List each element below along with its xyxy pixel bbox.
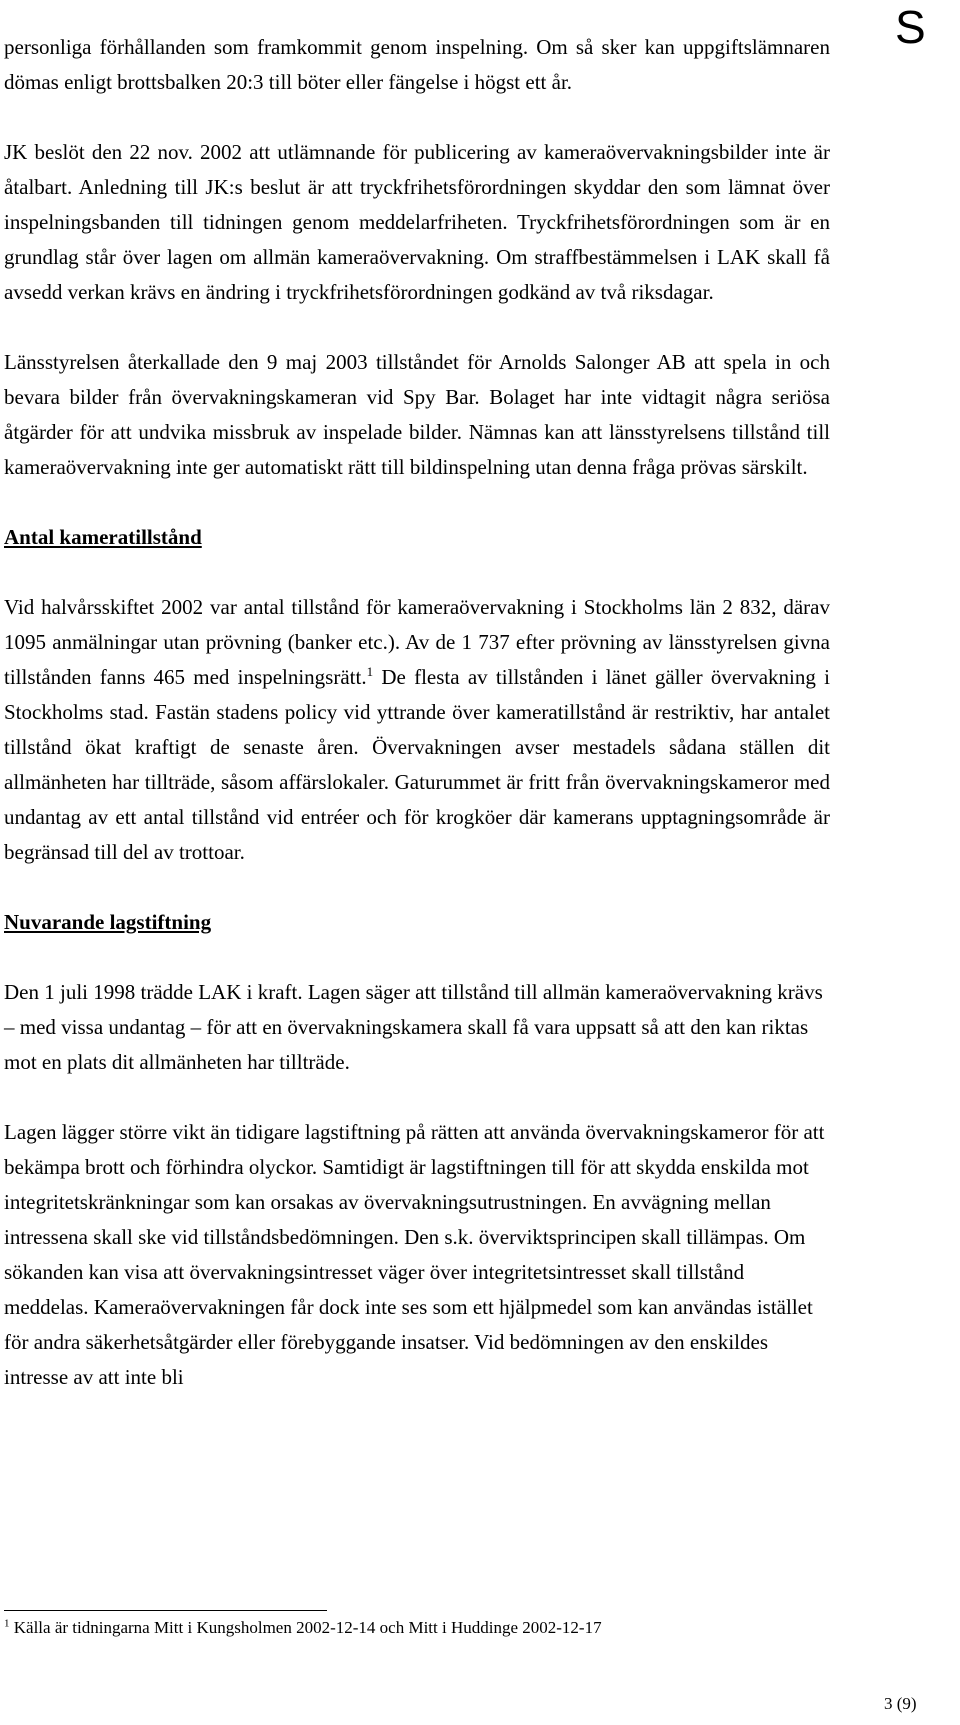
footnote-reference: 1: [366, 664, 374, 679]
paragraph-lak-in-force: Den 1 juli 1998 trädde LAK i kraft. Lagen säger att tillstånd till allmän kameraövervakning krävs – med vissa undantag – för att en övervakningskamera skall få vara uppsatt så att den kan riktas mot en plats dit allmänheten har tillträde.: [4, 980, 823, 1074]
logo-letter: S: [895, 1, 926, 53]
paragraph-law-emphasis: Lagen lägger större vikt än tidigare lagstiftning på rätten att använda övervakningskameror för att bekämpa brott och förhindra olyckor. Samtidigt är lagstiftningen till för att skydda enskilda mot integritetskränkningar som kan orsakas av övervakningsutrustningen. En avvägning mellan intressena skall ske vid tillståndsbedömningen. Den s.k. överviktsprincipen skall tillämpas. Om sökanden kan visa att övervakningsintresset väger över integritetsintresset skall tillstånd meddelas. Kameraövervakningen får dock inte ses som ett hjälpmedel som kan användas istället för andra säkerhetsåtgärder eller förebyggande insatser. Vid bedömningen av den enskildes intresse av att inte bli: [4, 1120, 825, 1389]
footnote: [4, 1616, 602, 1640]
paragraph-permit-statistics-part1: Vid halvårsskiftet 2002 var antal tillstånd för kameraövervakning i Stockholms län 2 832, därav 1095 anmälningar utan prövning (banker etc.). Av de 1 737 efter prövning av länsstyrelsen givna tillstånden fanns 465 med inspelningsrätt.: [4, 595, 830, 689]
paragraph-permit-statistics: [4, 590, 830, 870]
footnote-text: Källa är tidningarna Mitt i Kungsholmen 2002-12-14 och Mitt i Huddinge 2002-12-17: [9, 1618, 602, 1637]
paragraph-jk-decision: JK beslöt den 22 nov. 2002 att utlämnande för publicering av kameraövervakningsbilder inte är åtalbart. Anledning till JK:s beslut är att tryckfrihetsförordningen skyddar den som lämnat över inspelningsbanden till tidningen genom meddelarfriheten. Tryckfrihetsförordningen som är en grundlag står över lagen om allmän kameraövervakning. Om straffbestämmelsen i LAK skall få avsedd verkan krävs en ändring i tryckfrihetsförordningen godkänd av två riksdagar.: [4, 140, 830, 304]
paragraph-county-board: Länsstyrelsen återkallade den 9 maj 2003 tillståndet för Arnolds Salonger AB att spela in och bevara bilder från övervakningskameran vid Spy Bar. Bolaget har inte vidtagit några seriösa åtgärder för att undvika missbruk av inspelade bilder. Nämnas kan att länsstyrelsens tillstånd till kameraövervakning inte ger automatiskt rätt till bildinspelning utan denna fråga prövas särskilt.: [4, 350, 830, 479]
document-body: [4, 30, 830, 1430]
footnote-separator: [4, 1610, 327, 1611]
heading-current-legislation: Nuvarande lagstiftning: [4, 910, 212, 934]
heading-camera-permits: Antal kameratillstånd: [4, 525, 202, 549]
footnote-number: 1: [4, 1617, 10, 1630]
paragraph-permit-statistics-part2: De flesta av tillstånden i länet gäller övervakning i Stockholms stad. Fastän stadens policy vid yttrande över kameratillstånd är restriktiv, har antalet tillstånd ökat kraftigt de senaste åren. Övervakningen avser mestadels sådana ställen dit allmänheten har tillträde, såsom affärslokaler. Gaturummet är fritt från övervakningskameror med undantag av ett antal tillstånd vid entréer och för krogköer där kamerans upptagningsområde är begränsad till del av trottoar.: [4, 665, 830, 864]
page-number: 3 (9): [884, 1694, 917, 1713]
paragraph-penalty: personliga förhållanden som framkommit genom inspelning. Om så sker kan uppgiftslämnaren dömas enligt brottsbalken 20:3 till böter eller fängelse i högst ett år.: [4, 35, 830, 94]
